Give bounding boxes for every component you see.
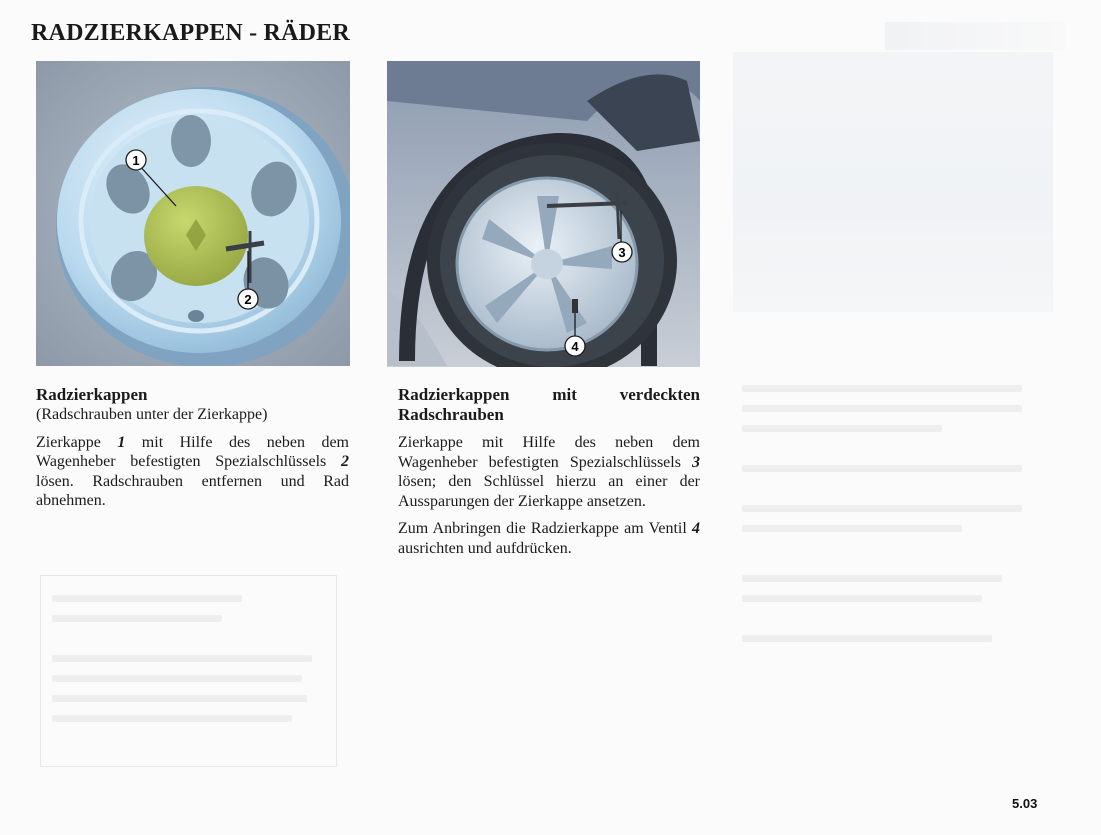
- svg-text:2: 2: [244, 292, 252, 307]
- reference-number-3: 3: [692, 453, 700, 471]
- callout-marker-2: [238, 289, 258, 309]
- section-paragraph: Zierkappe mit Hilfe des neben dem Wagenheber befestigten Spezialschlüssels 3 lösen; den Schlüssel hierzu an einer der Aussparungen der Zierkappe ansetzen.: [398, 434, 700, 510]
- section-heading: Radzierkappen: [36, 385, 148, 404]
- wheel-cap-photo: [36, 61, 350, 366]
- section-subheading: (Radschrauben unter der Zierkappe): [36, 406, 268, 423]
- car-wheel-illustration: [387, 61, 700, 367]
- reference-number-2: 2: [341, 453, 349, 470]
- section-paragraph: Zierkappe 1 mit Hilfe des neben dem Wagenheber befestigten Spezialschlüssels 2 lösen. Radschrauben entfernen und Rad abnehmen.: [36, 433, 349, 509]
- svg-text:4: 4: [571, 339, 579, 354]
- bleed-through-title: [885, 22, 1065, 50]
- svg-text:1: 1: [132, 153, 140, 168]
- alloy-wheel-illustration: [36, 61, 350, 366]
- callout-marker-1: [126, 150, 146, 170]
- page-number: 5.03: [1012, 796, 1038, 811]
- bleed-through-photo: [733, 52, 1053, 312]
- section-hubcaps-covered-bolts: [398, 385, 700, 558]
- section-heading: Radzierkappen mit verdeckten Radschrauben: [398, 385, 700, 424]
- reference-number-4: 4: [692, 520, 700, 537]
- svg-text:3: 3: [618, 245, 626, 260]
- callout-marker-4: [565, 336, 585, 356]
- section-hubcaps: [36, 385, 349, 511]
- page-title: RADZIERKAPPEN - RÄDER: [31, 20, 350, 46]
- section-paragraph: Zum Anbringen die Radzierkappe am Ventil 4 ausrichten und aufdrücken.: [398, 520, 700, 557]
- hubcap-on-car-photo: [387, 61, 700, 367]
- callout-marker-3: [612, 242, 632, 262]
- reference-number-1: 1: [117, 433, 126, 451]
